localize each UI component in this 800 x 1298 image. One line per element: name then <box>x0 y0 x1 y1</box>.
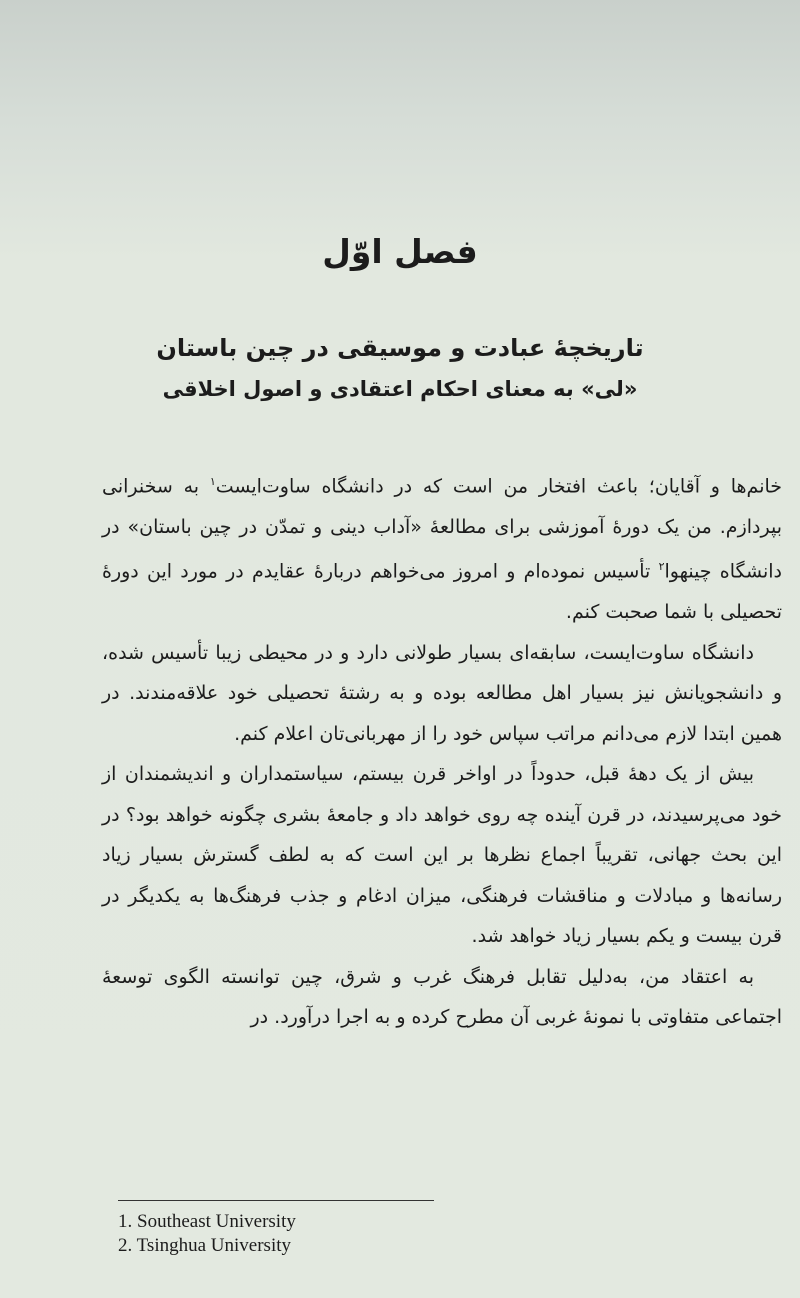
paragraph-1-text-b: به سخنرانی بپردازم. من یک دورهٔ آموزشی برای مطالعهٔ «آداب دینی و تمدّن در چین باستان» در دانشگاه چینهوا <box>102 475 782 583</box>
body-text <box>102 462 782 1038</box>
section-title: تاریخچهٔ عبادت و موسیقی در چین باستان <box>156 334 644 362</box>
paragraph-2: دانشگاه ساوت‌ایست، سابقه‌ای بسیار طولانی دارد و در محیطی زیبا تأسیس شده، و دانشجویانش نیز بسیار اهل مطالعه بوده و به رشتهٔ تحصیلی خود علاقه‌مندند. در همین ابتدا لازم می‌دانم مراتب سپاس خود را از مهربانی‌تان اعلام کنم. <box>102 641 782 745</box>
paragraph-1-text-c: تأسیس نموده‌ام و امروز می‌خواهم دربارهٔ عقایدم در مورد این دورهٔ تحصیلی با شما صحبت کنم. <box>102 560 782 624</box>
footnote-ref-1: ۱ <box>209 475 216 488</box>
paragraph-3: بیش از یک دههٔ قبل، حدوداً در اواخر قرن بیستم، سیاستمداران و اندیشمندان از خود می‌پرسیدند، در قرن آینده چه روی خواهد داد و جامعهٔ بشری چگونه خواهد بود؟ در این بحث جهانی، تقریباً اجماع نظرها بر این است که به لطف گسترش بسیار زیاد رسانه‌ها و مبادلات و مناقشات فرهنگی، میزان ادغام و جذب فرهنگ‌ها به یکدیگر در قرن بیست و یکم بسیار زیاد خواهد شد. <box>102 763 782 948</box>
footnote-2: 2. Tsinghua University <box>118 1235 292 1256</box>
paragraph-4: به اعتقاد من، به‌دلیل تقابل فرهنگ غرب و شرق، چین توانسته الگوی توسعهٔ اجتماعی متفاوتی با نمونهٔ غربی آن مطرح کرده و به اجرا درآورد. در <box>102 965 782 1029</box>
paragraph-1 <box>102 462 782 633</box>
chapter-title: فصل اوّل <box>322 232 478 271</box>
footnote-divider <box>118 1200 434 1201</box>
paragraph-1-text-a: خانم‌ها و آقایان؛ باعث افتخار من است که در دانشگاه ساوت‌ایست <box>215 475 783 498</box>
footnotes <box>118 1210 518 1258</box>
footnote-1: 1. Southeast University <box>118 1211 296 1232</box>
section-subtitle: «لی» به معنای احکام اعتقادی و اصول اخلاقی <box>162 377 638 401</box>
footnote-ref-2: ۲ <box>658 560 665 574</box>
page-header-band <box>0 0 800 160</box>
